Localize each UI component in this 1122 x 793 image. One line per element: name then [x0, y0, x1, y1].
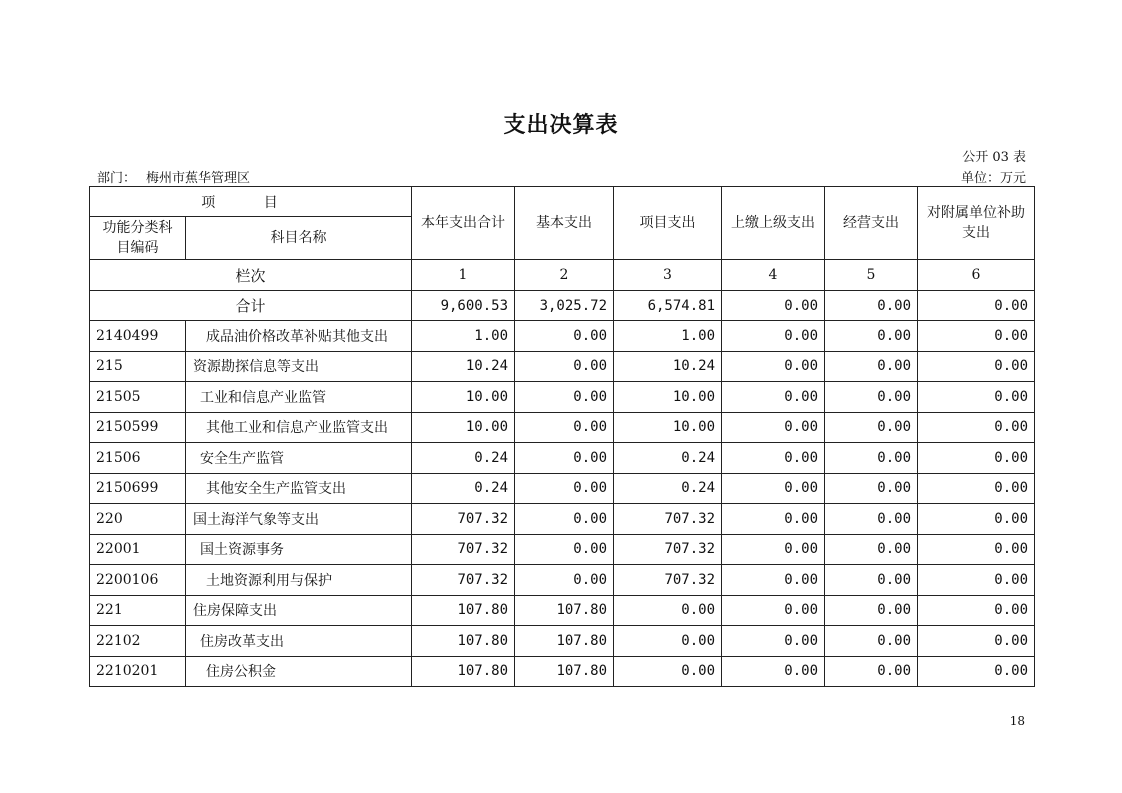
- department-label: 部门：: [97, 171, 137, 186]
- total-cell: 0.00: [722, 291, 825, 321]
- row-subject-name: 住房保障支出: [186, 595, 412, 626]
- row-function-code: 2200106: [90, 565, 186, 596]
- table-row: [90, 412, 1035, 443]
- table-row: [90, 382, 1035, 413]
- row-value-cell: 107.80: [412, 595, 515, 626]
- table-row: [90, 504, 1035, 535]
- row-value-cell: 0.00: [918, 504, 1035, 535]
- row-value-cell: 107.80: [515, 626, 614, 657]
- row-value-cell: 0.00: [825, 626, 918, 657]
- table-row: [90, 534, 1035, 565]
- row-value-cell: 707.32: [614, 504, 722, 535]
- row-value-cell: 0.00: [825, 321, 918, 352]
- row-value-cell: 0.00: [918, 534, 1035, 565]
- header-row-top: [90, 187, 1035, 217]
- row-value-cell: 707.32: [412, 504, 515, 535]
- table-row: [90, 626, 1035, 657]
- total-row: [90, 291, 1035, 321]
- unit-label: 单位：万元: [960, 171, 1026, 186]
- row-subject-name: 资源勘探信息等支出: [186, 351, 412, 382]
- row-value-cell: 0.00: [722, 656, 825, 687]
- row-value-cell: 0.00: [515, 382, 614, 413]
- row-function-code: 2210201: [90, 656, 186, 687]
- row-value-cell: 0.24: [614, 473, 722, 504]
- column-index-cell: 1: [412, 260, 515, 291]
- header-item-group: 项 目: [90, 187, 412, 217]
- row-value-cell: 0.00: [515, 534, 614, 565]
- row-value-cell: 0.00: [614, 656, 722, 687]
- column-index-cell: 2: [515, 260, 614, 291]
- row-value-cell: 0.00: [515, 473, 614, 504]
- column-index-row: [90, 260, 1035, 291]
- row-value-cell: 0.00: [515, 412, 614, 443]
- row-value-cell: 0.24: [412, 443, 515, 474]
- row-value-cell: 0.00: [722, 565, 825, 596]
- row-value-cell: 0.00: [825, 473, 918, 504]
- row-function-code: 220: [90, 504, 186, 535]
- row-value-cell: 10.24: [614, 351, 722, 382]
- header-col-operating: 经营支出: [825, 187, 918, 260]
- row-value-cell: 0.00: [918, 656, 1035, 687]
- row-value-cell: 0.00: [825, 595, 918, 626]
- row-value-cell: 0.00: [918, 321, 1035, 352]
- row-value-cell: 0.00: [825, 565, 918, 596]
- row-value-cell: 1.00: [614, 321, 722, 352]
- row-value-cell: 10.00: [614, 382, 722, 413]
- row-value-cell: 10.00: [412, 382, 515, 413]
- total-cell: 0.00: [918, 291, 1035, 321]
- department-value: 梅州市蕉华管理区: [146, 171, 251, 186]
- table-row: [90, 656, 1035, 687]
- column-index-cell: 6: [918, 260, 1035, 291]
- table-row: [90, 351, 1035, 382]
- row-subject-name: 成品油价格改革补贴其他支出: [186, 321, 412, 352]
- expenditure-table: [89, 186, 1035, 687]
- row-value-cell: 10.00: [614, 412, 722, 443]
- row-value-cell: 0.00: [515, 565, 614, 596]
- row-value-cell: 10.00: [412, 412, 515, 443]
- row-value-cell: 707.32: [614, 565, 722, 596]
- row-function-code: 215: [90, 351, 186, 382]
- row-value-cell: 707.32: [614, 534, 722, 565]
- row-value-cell: 0.00: [614, 626, 722, 657]
- table-row: [90, 443, 1035, 474]
- row-function-code: 22001: [90, 534, 186, 565]
- row-value-cell: 107.80: [515, 595, 614, 626]
- row-value-cell: 0.00: [825, 382, 918, 413]
- row-value-cell: 707.32: [412, 534, 515, 565]
- total-cell: 3,025.72: [515, 291, 614, 321]
- row-subject-name: 住房公积金: [186, 656, 412, 687]
- column-index-cell: 4: [722, 260, 825, 291]
- header-col-total: 本年支出合计: [412, 187, 515, 260]
- header-col-basic: 基本支出: [515, 187, 614, 260]
- row-value-cell: 0.00: [722, 534, 825, 565]
- row-subject-name: 其他安全生产监管支出: [186, 473, 412, 504]
- column-index-label: 栏次: [90, 260, 412, 291]
- row-function-code: 2140499: [90, 321, 186, 352]
- row-subject-name: 住房改革支出: [186, 626, 412, 657]
- row-value-cell: 0.00: [614, 595, 722, 626]
- row-value-cell: 0.00: [722, 443, 825, 474]
- total-cell: 0.00: [825, 291, 918, 321]
- row-value-cell: 0.00: [918, 473, 1035, 504]
- header-col-subsidy-affiliated: 对附属单位补助支出: [918, 187, 1035, 260]
- row-value-cell: 0.00: [825, 412, 918, 443]
- row-function-code: 2150599: [90, 412, 186, 443]
- table-body: [90, 187, 1035, 687]
- form-code: 公开 03 表: [962, 150, 1026, 165]
- table-row: [90, 595, 1035, 626]
- row-function-code: 21506: [90, 443, 186, 474]
- row-value-cell: 0.00: [918, 351, 1035, 382]
- column-index-cell: 3: [614, 260, 722, 291]
- row-subject-name: 国土资源事务: [186, 534, 412, 565]
- row-function-code: 221: [90, 595, 186, 626]
- row-subject-name: 土地资源利用与保护: [186, 565, 412, 596]
- row-value-cell: 0.00: [515, 504, 614, 535]
- header-col-remit-superior: 上缴上级支出: [722, 187, 825, 260]
- page-title: 支出决算表: [503, 112, 619, 138]
- department-line: [97, 167, 250, 186]
- row-value-cell: 0.00: [722, 626, 825, 657]
- row-value-cell: 0.00: [722, 321, 825, 352]
- row-value-cell: 707.32: [412, 565, 515, 596]
- row-function-code: 21505: [90, 382, 186, 413]
- row-value-cell: 107.80: [412, 626, 515, 657]
- row-value-cell: 0.00: [515, 321, 614, 352]
- row-value-cell: 0.00: [722, 412, 825, 443]
- row-subject-name: 工业和信息产业监管: [186, 382, 412, 413]
- row-value-cell: 0.00: [515, 351, 614, 382]
- total-label: 合计: [90, 291, 412, 321]
- page-number: 18: [1009, 714, 1025, 728]
- column-index-cell: 5: [825, 260, 918, 291]
- row-value-cell: 0.00: [825, 534, 918, 565]
- total-cell: 6,574.81: [614, 291, 722, 321]
- header-function-code: 功能分类科目编码: [90, 217, 186, 260]
- row-function-code: 22102: [90, 626, 186, 657]
- header-subject-name: 科目名称: [186, 217, 412, 260]
- header-col-project: 项目支出: [614, 187, 722, 260]
- row-value-cell: 0.00: [918, 443, 1035, 474]
- row-value-cell: 0.24: [412, 473, 515, 504]
- row-value-cell: 0.00: [722, 504, 825, 535]
- row-value-cell: 0.00: [825, 504, 918, 535]
- row-subject-name: 其他工业和信息产业监管支出: [186, 412, 412, 443]
- row-value-cell: 0.00: [918, 412, 1035, 443]
- row-value-cell: 107.80: [412, 656, 515, 687]
- row-value-cell: 10.24: [412, 351, 515, 382]
- row-value-cell: 0.00: [918, 565, 1035, 596]
- table-row: [90, 565, 1035, 596]
- row-value-cell: 1.00: [412, 321, 515, 352]
- row-function-code: 2150699: [90, 473, 186, 504]
- row-subject-name: 安全生产监管: [186, 443, 412, 474]
- row-value-cell: 0.24: [614, 443, 722, 474]
- row-value-cell: 0.00: [918, 595, 1035, 626]
- total-cell: 9,600.53: [412, 291, 515, 321]
- row-value-cell: 0.00: [722, 351, 825, 382]
- row-value-cell: 0.00: [825, 443, 918, 474]
- row-value-cell: 0.00: [515, 443, 614, 474]
- row-value-cell: 0.00: [722, 382, 825, 413]
- row-value-cell: 0.00: [918, 626, 1035, 657]
- row-value-cell: 0.00: [722, 473, 825, 504]
- table-row: [90, 473, 1035, 504]
- row-value-cell: 107.80: [515, 656, 614, 687]
- row-value-cell: 0.00: [918, 382, 1035, 413]
- table-row: [90, 321, 1035, 352]
- row-value-cell: 0.00: [825, 656, 918, 687]
- row-value-cell: 0.00: [825, 351, 918, 382]
- row-value-cell: 0.00: [722, 595, 825, 626]
- row-subject-name: 国土海洋气象等支出: [186, 504, 412, 535]
